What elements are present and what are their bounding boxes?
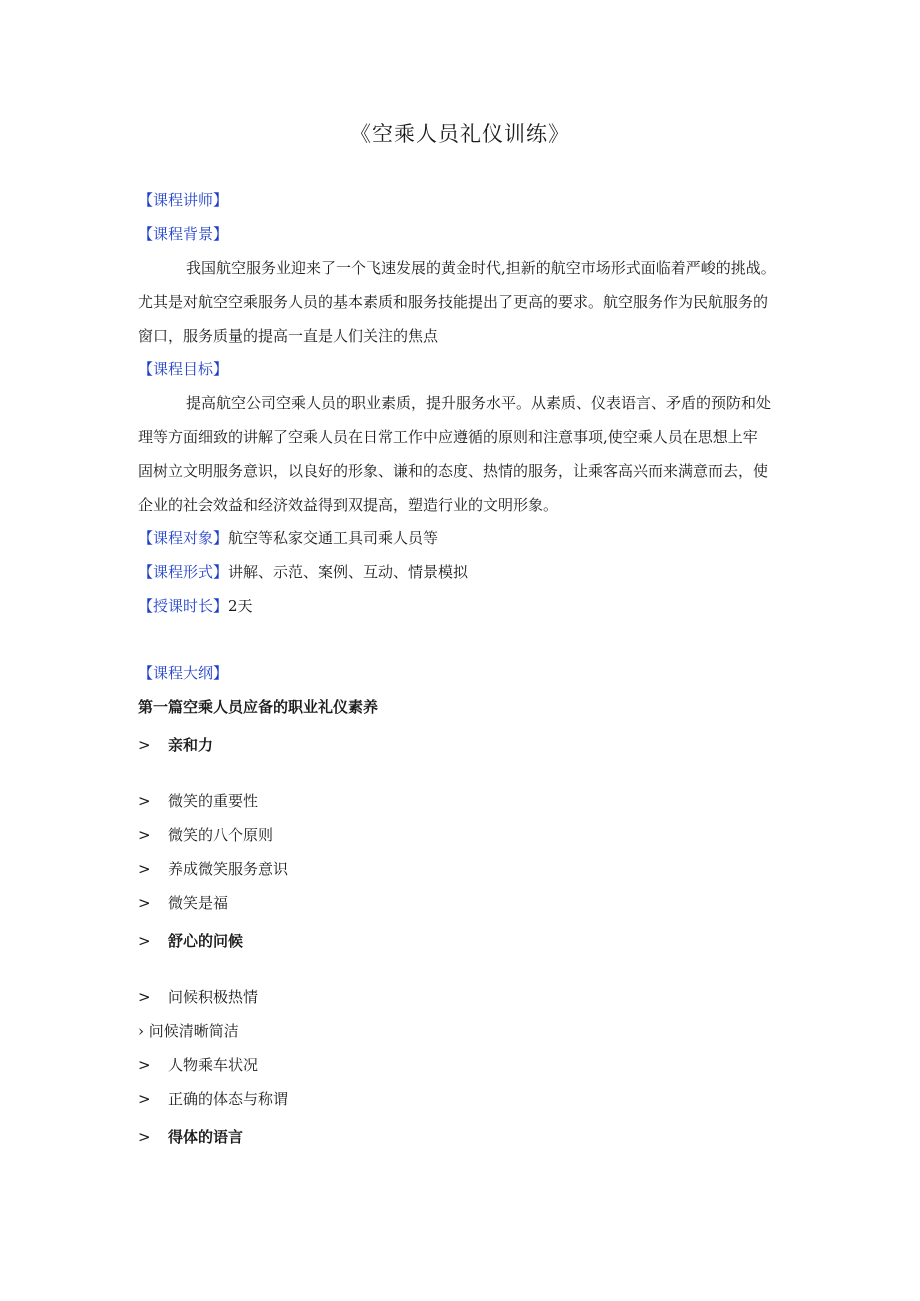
bullet-mark: > (138, 988, 151, 1006)
outline-label: 【课程大纲】 (138, 664, 229, 682)
bullet-mark: > (138, 792, 151, 810)
list-item (138, 1021, 239, 1041)
bullet-mark: > (138, 826, 151, 844)
background-line: 窗口，服务质量的提高一直是人们关注的焦点 (138, 327, 439, 345)
duration-row (138, 596, 253, 616)
list-item (138, 1055, 258, 1075)
section-heading (138, 735, 213, 755)
list-item-text: 微笑的重要性 (168, 792, 259, 810)
bullet-mark: > (138, 860, 151, 878)
chapter-title: 第一篇空乘人员应备的职业礼仪素养 (138, 698, 379, 716)
background-row (138, 224, 228, 244)
doc-title: 《空乘人员礼仪训练》 (350, 122, 570, 146)
goal-line: 理等方面细致的讲解了空乘人员在日常工作中应遵循的原则和注意事项,使空乘人员在思想上牢 (138, 428, 758, 446)
bullet-mark: > (138, 1128, 151, 1146)
background-line: 我国航空服务业迎来了一个飞速发展的黄金时代,担新的航空市场形式面临着严峻的挑战。 (186, 259, 776, 277)
list-item (138, 825, 273, 845)
duration-text: 2天 (228, 597, 253, 615)
goal-label: 【课程目标】 (138, 360, 229, 378)
goal-line: 固树立文明服务意识，以良好的形象、谦和的态度、热情的服务，让乘客高兴而来满意而去，使 (138, 462, 769, 480)
background-label: 【课程背景】 (138, 225, 229, 243)
list-item-text: 养成微笑服务意识 (168, 860, 289, 878)
list-item-text: 微笑的八个原则 (168, 826, 274, 844)
lecturer-row (138, 190, 228, 210)
list-item (138, 791, 258, 811)
format-row (138, 562, 468, 582)
bullet-mark: > (138, 932, 151, 950)
lecturer-label: 【课程讲师】 (138, 191, 229, 209)
audience-text: 航空等私家交通工具司乘人员等 (228, 529, 439, 547)
list-item-text: 微笑是福 (168, 894, 229, 912)
list-item (138, 987, 258, 1007)
goal-line: 提高航空公司空乘人员的职业素质，提升服务水平。从素质、仪表语言、矛盾的预防和处 (186, 394, 772, 412)
background-line: 尤其是对航空空乘服务人员的基本素质和服务技能提出了更高的要求。航空服务作为民航服务的 (138, 293, 769, 311)
background-paragraph (138, 251, 793, 353)
section-heading (138, 1127, 243, 1147)
section-title: 得体的语言 (168, 1128, 244, 1146)
duration-label: 【授课时长】 (138, 597, 229, 615)
list-item (138, 1089, 288, 1109)
format-label: 【课程形式】 (138, 563, 229, 581)
bullet-mark: > (138, 1090, 151, 1108)
audience-row (138, 528, 438, 548)
list-item (138, 859, 288, 879)
bullet-mark: > (138, 736, 151, 754)
section-heading (138, 931, 243, 951)
outline-row (138, 663, 228, 683)
list-item (138, 893, 228, 913)
list-item-text: › 问候清晰简洁 (138, 1022, 239, 1040)
section-title: 亲和力 (168, 736, 214, 754)
goal-line: 企业的社会效益和经济效益得到双提高，塑造行业的文明形象。 (138, 496, 559, 514)
list-item-text: 人物乘车状况 (168, 1056, 259, 1074)
bullet-mark: > (138, 894, 151, 912)
goal-paragraph (138, 386, 793, 522)
goal-row (138, 359, 228, 379)
bullet-mark: > (138, 1056, 151, 1074)
audience-label: 【课程对象】 (138, 529, 229, 547)
list-item-text: 正确的体态与称谓 (168, 1090, 289, 1108)
format-text: 讲解、示范、案例、互动、情景模拟 (228, 563, 469, 581)
list-item-text: 问候积极热情 (168, 988, 259, 1006)
section-title: 舒心的问候 (168, 932, 244, 950)
